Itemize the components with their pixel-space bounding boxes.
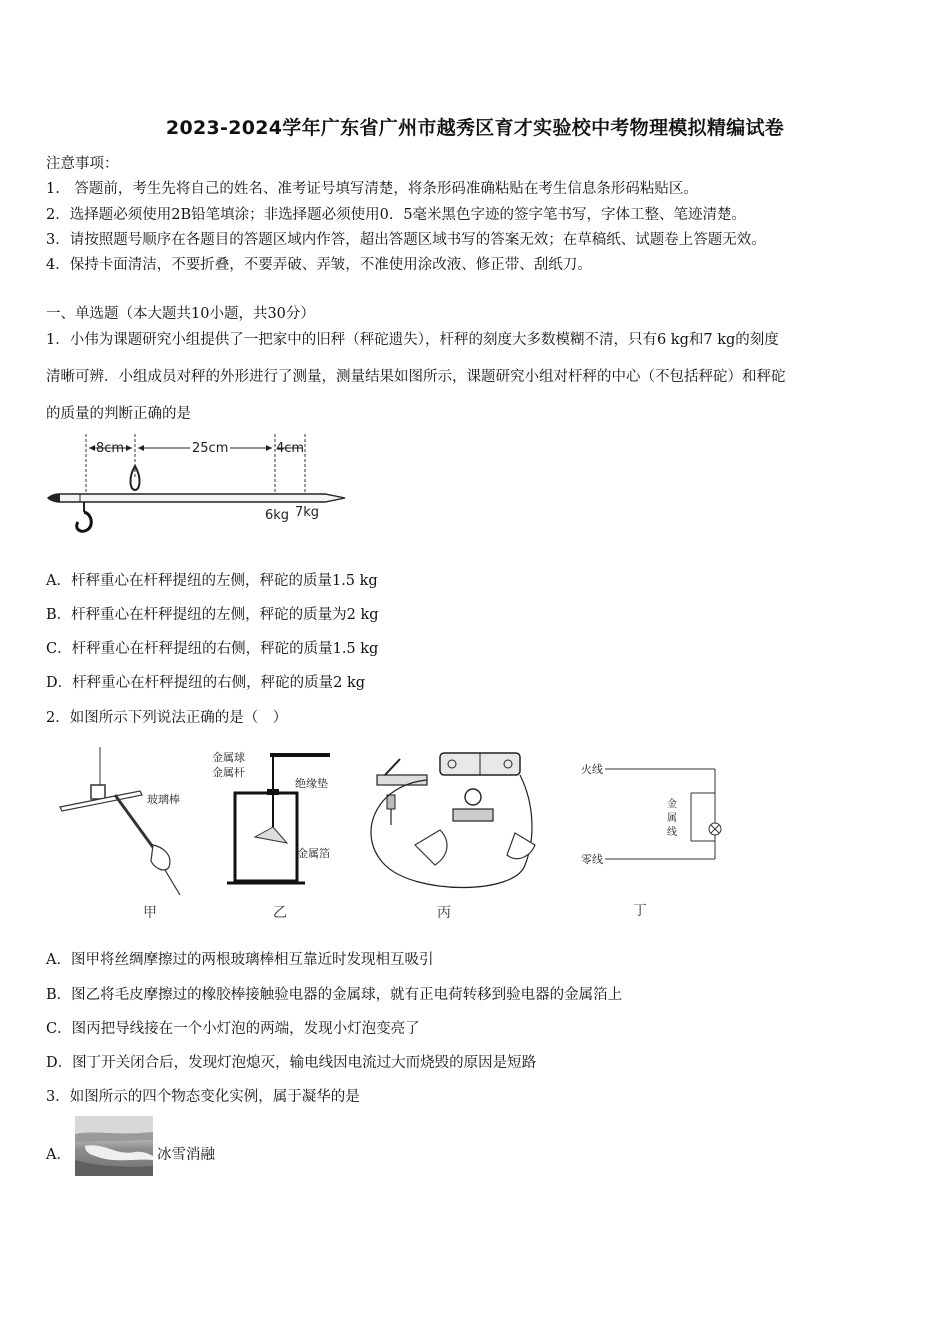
question-1-text: 的质量的判断正确的是: [46, 406, 191, 422]
option-letter: A．: [46, 1147, 71, 1163]
figure-bing: [371, 753, 535, 921]
dimension-label: 4cm: [276, 441, 305, 456]
figure-yi: [212, 750, 330, 921]
question-3-text: 3．如图所示的四个物态变化实例，属于凝华的是: [46, 1089, 360, 1105]
figure-jia: [60, 747, 180, 921]
figure-label: 金属箔: [297, 847, 330, 860]
figure-caption: 乙: [273, 905, 287, 921]
dimension-label: 8cm: [96, 441, 125, 456]
figure-label: 金属球: [212, 751, 245, 764]
option-item: D．图丁开关闭合后，发现灯泡熄灭，输电线因电流过大而烧毁的原因是短路: [46, 1055, 537, 1071]
option-item: A．图甲将丝绸摩擦过的两根玻璃棒相互靠近时发现相互吸引: [46, 952, 434, 968]
figure-label: 金: [667, 799, 677, 810]
figure-label: 属: [667, 813, 677, 824]
figure-caption: 丙: [437, 905, 451, 921]
figure-caption: 丁: [633, 903, 647, 919]
figure-ding: [581, 762, 721, 919]
mark-label: 6kg: [265, 508, 290, 523]
melting-snow-photo: [75, 1116, 153, 1176]
option-item: C．杆秤重心在杆秤提纽的右侧，秤砣的质量1.5 kg: [46, 641, 379, 657]
notice-heading: 注意事项：: [46, 156, 119, 172]
notice-item: 1. 答题前，考生先将自己的姓名、准考证号填写清楚，将条形码准确粘贴在考生信息条形码粘贴区。: [46, 181, 698, 197]
option-item: A．杆秤重心在杆秤提纽的左侧，秤砣的质量1.5 kg: [46, 573, 378, 589]
question-2-text: 2．如图所示下列说法正确的是（ ）: [46, 710, 288, 726]
question-1-text: 清晰可辨．小组成员对秤的外形进行了测量，测量结果如图所示，课题研究小组对杆秤的中心（不包括秤砣）和秤砣: [46, 369, 786, 385]
figure-label: 金属杆: [212, 766, 245, 779]
option-item: B．图乙将毛皮摩擦过的橡胶棒接触验电器的金属球，就有正电荷转移到验电器的金属箔上: [46, 987, 623, 1003]
steelyard-figure: [40, 428, 360, 543]
dimension-label: 25cm: [192, 441, 229, 456]
option-item: D．杆秤重心在杆秤提纽的右侧，秤砣的质量2 kg: [46, 675, 366, 691]
page-title: 2023-2024学年广东省广州市越秀区育才实验校中考物理模拟精编试卷: [165, 117, 785, 139]
question-1-text: 1．小伟为课题研究小组提供了一把家中的旧秤（秤砣遗失），杆秤的刻度大多数模糊不清，只有6 kg和7 kg的刻度: [46, 332, 779, 348]
figure-caption: 甲: [143, 905, 157, 921]
notice-item: 4．保持卡面清洁，不要折叠，不要弄破、弄皱，不准使用涂改液、修正带、刮纸刀。: [46, 257, 592, 273]
electricity-figure: [55, 745, 735, 925]
notice-item: 3．请按照题号顺序在各题目的答题区域内作答，超出答题区域书写的答案无效；在草稿纸、试题卷上答题无效。: [46, 232, 766, 248]
figure-label: 火线: [581, 763, 603, 776]
mark-label: 7kg: [295, 505, 320, 520]
figure-label: 绝缘垫: [295, 777, 328, 790]
option-item: B．杆秤重心在杆秤提纽的左侧，秤砣的质量为2 kg: [46, 607, 379, 623]
notice-item: 2．选择题必须使用2B铅笔填涂；非选择题必须使用0．5毫米黑色字迹的签字笔书写，字体工整、笔迹清楚。: [46, 207, 747, 223]
section-heading: 一、单选题（本大题共10小题，共30分）: [46, 306, 315, 322]
figure-label: 线: [667, 827, 677, 838]
figure-label: 玻璃棒: [147, 793, 180, 806]
option-item: C．图丙把导线接在一个小灯泡的两端，发现小灯泡变亮了: [46, 1021, 420, 1037]
figure-label: 零线: [581, 853, 603, 866]
option-text: 冰雪消融: [157, 1147, 215, 1163]
